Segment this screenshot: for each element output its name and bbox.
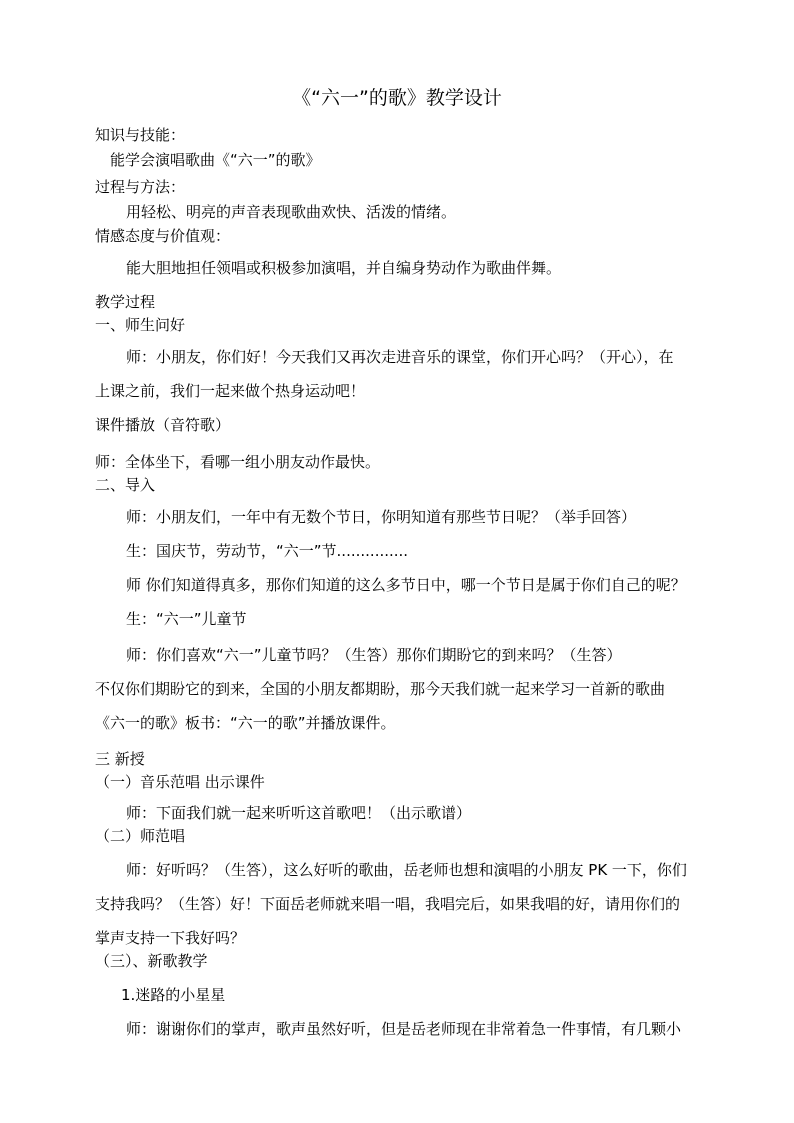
subsection-heading: （二）师范唱 — [95, 827, 186, 845]
subsection-heading: （三）、新歌教学 — [95, 952, 208, 970]
paragraph-line: 师：谢谢你们的掌声，歌声虽然好听，但是岳老师现在非常着急一件事情，有几颗小 — [126, 1020, 682, 1038]
section-heading-greeting: 一、师生问好 — [95, 316, 186, 334]
paragraph-line: 上课之前，我们一起来做个热身运动吧！ — [95, 382, 366, 400]
paragraph-line: 能大胆地担任领唱或积极参加演唱，并自编身势动作为歌曲伴舞。 — [126, 259, 562, 277]
section-heading-process: 过程与方法： — [95, 178, 186, 196]
paragraph-line: 《六一的歌》板书：“六一的歌”并播放课件。 — [95, 714, 396, 732]
section-heading-intro: 二、导入 — [95, 476, 156, 494]
section-heading-attitude: 情感态度与价值观： — [95, 227, 231, 245]
list-item: 1.迷路的小星星 — [121, 986, 226, 1004]
paragraph-line: 掌声支持一下我好吗？ — [95, 929, 246, 947]
paragraph-line: 师：下面我们就一起来听听这首歌吧！（出示歌谱） — [126, 804, 472, 822]
section-heading-new-lesson: 三 新授 — [95, 750, 145, 768]
paragraph-line: 能学会演唱歌曲《“六一”的歌》 — [110, 151, 321, 169]
paragraph-line: 用轻松、明亮的声音表现歌曲欢快、活泼的情绪。 — [126, 203, 457, 221]
section-heading-teaching-process: 教学过程 — [95, 293, 156, 311]
subsection-heading: （一）音乐范唱 出示课件 — [95, 773, 265, 791]
paragraph-line: 师 你们知道得真多，那你们知道的这么多节日中，哪一个节日是属于你们自己的呢？ — [126, 576, 686, 594]
paragraph-line: 课件播放（音符歌） — [95, 416, 231, 434]
paragraph-line: 不仅你们期盼它的到来，全国的小朋友都期盼，那今天我们就一起来学习一首新的歌曲 — [95, 680, 666, 698]
paragraph-line: 生：国庆节，劳动节，“六一”节............... — [126, 542, 409, 560]
paragraph-line: 支持我吗？（生答）好！下面岳老师就来唱一唱，我唱完后，如果我唱的好，请用你们的 — [95, 895, 681, 913]
paragraph-line: 师：小朋友，你们好！今天我们又再次走进音乐的课堂，你们开心吗？（开心），在 — [126, 348, 674, 366]
paragraph-line: 师：你们喜欢“六一”儿童节吗？（生答）那你们期盼它的到来吗？（生答） — [126, 646, 622, 664]
section-heading-knowledge: 知识与技能： — [95, 126, 186, 144]
paragraph-line: 师：小朋友们，一年中有无数个节日，你明知道有那些节日呢？（举手回答） — [126, 508, 637, 526]
document-title: 《“六一”的歌》教学设计 — [292, 87, 502, 109]
paragraph-line: 生：“六一”儿童节 — [126, 610, 247, 628]
paragraph-line: 师：全体坐下，看哪一组小朋友动作最快。 — [95, 453, 381, 471]
paragraph-line: 师：好听吗？（生答），这么好听的歌曲，岳老师也想和演唱的小朋友 PK 一下，你们 — [126, 861, 687, 879]
